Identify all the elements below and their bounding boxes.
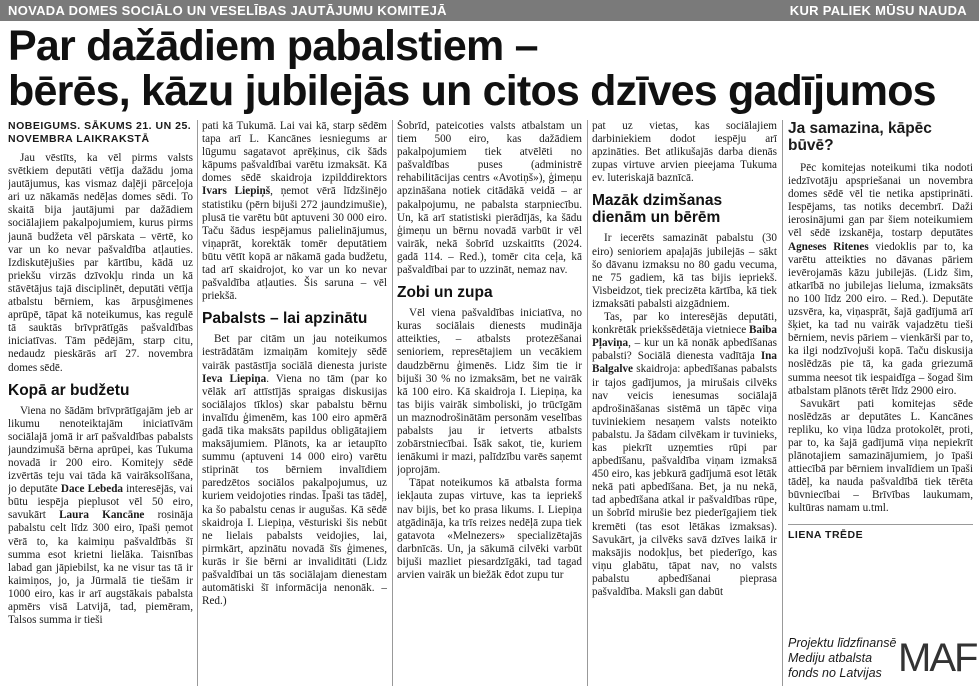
dateline: NOBEIGUMS. SĀKUMS 21. UN 25. NOVEMBRA LAIKRAKSTĀ	[8, 120, 192, 145]
subheading: Mazāk dzimšanas dienām un bērēm	[592, 192, 723, 227]
paragraph	[592, 311, 777, 599]
subheading: Zobi un zupa	[397, 284, 493, 302]
paragraph: Šobrīd, pateicoties valsts atbalstam un tiem 500 eiro, kas dažādiem pakalpojumiem tiek atvēlēti no pašvaldības puses (administrē rehabilitācijas centrs «Avotiņš»), ģimeņu apzināšana notiek citādākā veidā – ar pakalpojumu, ne pabalsta starpniecību. Un, kā arī statistiski pierādījās, ka šādu ģimeņu un bērnu novadā varbūt ir vēl vairāk, nekā šobrīd uzskaitīts (2024. gadā 114. – Red.), tomēr cita ceļa, kā pašvaldībai par to uzzināt, nemaz nav.	[397, 120, 582, 277]
column-divider	[392, 120, 393, 686]
text-run: , ņemot vērā līdzšinējo statistiku (pērn bijuši 272 jaundzimušie), plusā tie varētu būt aptuveni 30 000 eiro. Taču šādus iespējamus palielinājumus, viņaprāt, korektāk tomēr deputātiem būtu vētīt kopā ar nākamā gada budžetu, tad arī skaidrojot, ko var un ko nevar pašvaldība atļauties. Šis saruna – vēl priekšā.	[202, 185, 387, 303]
column-divider	[782, 120, 783, 686]
person-name: Laura Kancāne	[59, 509, 145, 522]
paragraph: Vēl viena pašvaldības iniciatīva, no kuras sociālais dienests mudināja atteikties, – atbalsts protezēšanai senioriem, represētajiem un vecākiem daudzbērnu ģimenēs. Lidz šim tie ir bijuši 30 % no izmaksām, bet ne vairāk kā 100 eiro. Kā skaidroja I. Liepiņa, ka tas bijis vairāk simboliski, jo trūcīgām un maznodrošinātām personām veselības pabalsts jau ir ietverts atbalsts zobārstniecībai. Īsāk sakot, tie, kuriem ienākumi ir mazi, palīdzību varēs saņemt joprojām.	[397, 307, 582, 477]
column-5	[788, 120, 973, 630]
column-divider	[587, 120, 588, 686]
section-bar	[0, 0, 979, 21]
paragraph	[8, 405, 193, 628]
paragraph	[788, 162, 973, 398]
text-run: interesējās, vai būtu iespēja pieplusot vēl 50 eiro, savukārt	[8, 483, 193, 522]
person-name: Agneses Ritenes	[788, 240, 869, 253]
article-headline	[8, 24, 973, 114]
text-run: . Viena no tām (par ko vēlāk arī attīstījās spraigas diskusijas sociālajos tīklos) skar pabalstu bērnu invalīdu ģimenēm, kas 100 eiro apmērā gadā tika maksāts papildus obligātajiem maksājumiem. Plānots, ka ar ietaupīto summu (aptuveni 14 000 eiro) varētu stiprināt tos bērniem invalīdiem paredzētos sociālos pakalpojumus, uz kuriem veidojoties rindas. Īpaši tas tādēļ, ka šo pabalstu cenas ir augušas. Kā sēdē skaidroja I. Liepiņa, vēsturiski šis nebūt ne lielais pabalsts veidojies, lai, pirmkārt, apzinātu novadā šīs ģimenes, kurās ir šie bērni ar invaliditāti (Lidz pašvaldībai un tās sociālajam dienestam automātiski šī informācija nenonāk. – Red.)	[202, 372, 387, 608]
person-name: Dace Lebeda	[60, 483, 124, 496]
paragraph: Tāpat noteikumos kā atbalsta forma iekļauta zupas virtuve, kas ta iepriekš nav bijis, bet ko prasa likums. I. Liepiņa atgādināja, ka trīs reizes nedēļā zupa tiek gatavota «Melnezers» specializētajās darbnīcās. Un, ja sākumā cilvēki varbūt bijuši mazliet piesardzīgāki, tad tagad arvien vairāk un biežāk ēdot zupu tur	[397, 477, 582, 581]
column-4	[592, 120, 777, 686]
person-name: Ieva Liepiņa	[202, 372, 267, 385]
column-divider	[197, 120, 198, 686]
paragraph: Savukārt pati komitejas sēde noslēdzās ar deputātes L. Kancānes repliku, ko viņa lūdza protokolēt, proti, par to, ka šajā gadījumā viņa nepiekrīt plānotajiem samazinājumiem, jo īpaši attiecībā par bērniem invalīdiem un īpaši tādēļ, ka nauda pašvaldībā tiek tērēta būvniecībai – Brīvības laukumam, kultūras namam u.tml.	[788, 397, 973, 515]
sidebar-heading: Ja samazina, kāpēc būvē?	[788, 120, 932, 154]
person-name: Baiba Pļaviņa	[592, 324, 777, 350]
text-run: , – kur un kā nonāk apbedīšanas pabalsti? Sociālā dienesta vadītāja	[592, 337, 777, 363]
paragraph	[202, 333, 387, 608]
column-2	[202, 120, 387, 686]
text-run: rosināja pabalstu celt līdz 300 eiro, īpaši ņemot vērā to, ka kaimiņu pašvaldībās šī summa esot krietni lielāka. Taisnības labad gan jāpiebilst, ka ne visur tas tā ir kaimiņos, jo, ja Jūrmalā tie tiešām ir 1000 eiro, kas ir arī augstākais pabalsta apmērs visā Latvijā, tad, piemēram, Talsos summa ir tieši	[8, 509, 193, 627]
text-run: Tas, par ko interesējās deputāti, konkrētāk priekšsēdētāja vietniece	[592, 311, 777, 337]
text-run: pati kā Tukumā. Lai vai kā, starp sēdēm tapa arī L. Kancānes iesniegums ar lūgumu sagatavot aprēķinus, cik šāds kāpums pašvaldībai varētu izmaksāt. Kā domes sēdē skaidroja izpilddirektors	[202, 120, 387, 185]
column-1	[8, 120, 193, 686]
text-run: Bet par citām un jau noteikumos iestrādātām izmaiņām komitejу sēdē vairāk pastāstīja sociālā dienesta juriste	[202, 333, 387, 372]
column-3	[397, 120, 582, 686]
paragraph: Jau vēstīts, ka vēl pirms valsts svētkiem deputāti vētīja dažādu joma jautājumus, kas vismaz daļēji pārceļoja ari uz nākamās nedēļas domes sēdi. To skaitā bija jautājumi par dažādiem sociālajiem pakalpojumiem, kurus pirms jaunā budžeta vēl pārskata – vērtē, ko var un ko nevar pašvaldība atļauties. Izdiskutējušies par kārtību, kādā uz priekšu virzās dzīvokļu rinda un kā stāvētājus tajā disciplinēt, deputāti vētīja atbalstu bērniem, kas ārpusģimenes aprūpē, tāpat kā noteikumus, kas regulē tā sauktās brīvprātīgās pašvaldības iniciatīvas. Tām pēdējām, starp citu, nedaudz pieskārās arī 27. novembra domes sēdē.	[8, 152, 193, 374]
author-byline: LIENA TRĒDE	[788, 524, 973, 542]
maf-logo: MAF	[898, 636, 977, 680]
rubric-title: KUR PALIEK MŪSU NAUDA	[789, 3, 967, 18]
text-run: skaidroja: apbedīšanas pabalsts ir tajos gadījumos, ja mirušais cilvēks nav veicis ienesumas sociālajā apdrošināšanas sistēmā un tāpēc viņa tuviniekiem nesaņem valsts noteikto pabalstu. Ja šādam cilvēkam ir tuvinieks, kas piekrīt uzņemties rūpi par apbedīšanu, pašvaldība viņam izmaksā 450 eiro, kas jebkurā gadījumā esot lētāk nekā pati apbedīšana. Bet, ja nu nekā, tad apbedīšana atkal ir pašvaldības rūpe, un šobrīd mirušie bez piederīgajiem tiek kremēti (tas esot lētākas izmaksas). Savukārt, ja cilvēks savā dzīves laikā ir maksājis nodokļus, bet piederīgo, kas viņu glabātu, tāpat nav, no valsts pabalstu apbedīšanai pieprasa pašvaldība. Maksli gan dabūt	[592, 363, 777, 598]
text-run: Pēc komitejas noteikumi tika nodoti iedzīvotāju apspriešanai un novembra domes sēdē vēl tie netika apstiprināti. Iespējams, tas notiks decembrī. Daži ierosinājumi gan par šiem noteikumiem vēl sēdē izskanēja, tostarp deputātes	[788, 162, 973, 240]
headline-line-1: Par dažādiem pabalstiem –	[8, 22, 538, 70]
person-name: Ina Balgalve	[592, 350, 777, 376]
paragraph: Ir iecerēts samazināt pabalstu (30 eiro) senioriem apaļajās jubilejās – sākt šo dāvanu izmaksu no 80 gadu vecuma, ne 75 gadiem, kā tas bijis iepriekš. Visbeidzot, tiek precizēta kārtība, kā tiek izmaksāti pabalsti aizgādniem.	[592, 232, 777, 310]
text-run: viedoklis par to, ka varētu atteikties no dāvanas pāriem ievērojamās kāzu jubilejās. (Lidz šim, atkarībā no jubilejas lieluma, izmaksāts no 100 līdz 200 eiro. – Red.). Deputāte uzsvēra, ka, viņasprāt, šajā gadījumā arī šķiet, ka tad nu vairāk vajadzētu tieši bērniem, nevis pāriem – vienkārši par to, ka ilgi nodzīvojuši kopā. Taču diskusija noslēdzās pie tā, ka gada griezumā summa neesot tik iespaidīga – šogad šim atbalstam plānots tērēt līdz 2900 eiro.	[788, 240, 973, 397]
subheading: Kopā ar budžetu	[8, 381, 130, 399]
subheading: Pabalsts – lai apzinātu	[202, 310, 368, 328]
paragraph: pat uz vietas, kas sociālajiem darbiniekiem dodot iespēju arī apzināties. Bet atlikušajās darba dienās zupas virtuve arvien pieejama Tukuma ev. luteriskajā baznīcā.	[592, 120, 777, 185]
section-title: NOVADA DOMES SOCIĀLO UN VESELĪBAS JAUTĀJUMU KOMITEJĀ	[8, 3, 447, 18]
funding-credit-text: Projektu līdzfinansē Mediju atbalsta fonds no Latvijas	[788, 636, 897, 680]
paragraph	[202, 120, 387, 303]
person-name: Ivars Liepiņš	[202, 185, 271, 198]
headline-line-2: bērēs, kāzu jubilejās un citos dzīves gadījumos	[8, 67, 936, 115]
text-run: Viena no šādām brīvprātīgajām jeb ar likumu nenoteiktajām iniciatīvām sociālajā jomā ir arī pašvaldības pabalsts jaundzimušā bērna aprūpei, kas Tukuma novadā ir 200 eiro. Komitejу sēdē izvērtās teju vai tāda kā vairāksolīšana, jo deputāte	[8, 404, 193, 496]
funding-credit	[788, 636, 977, 686]
